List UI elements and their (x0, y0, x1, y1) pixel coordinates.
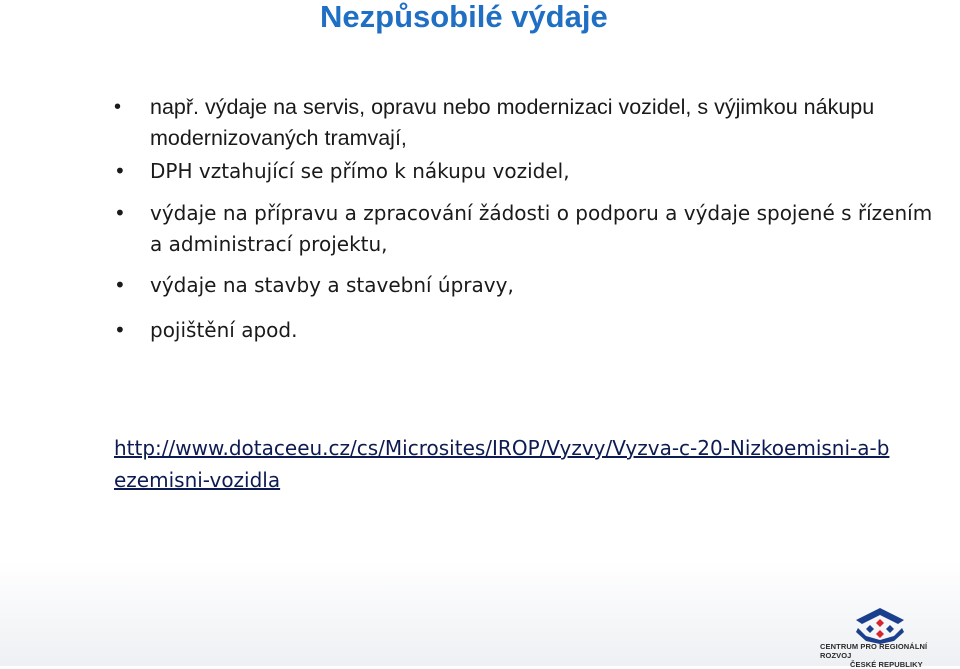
bullet-list (114, 92, 934, 346)
bullet-icon: • (114, 159, 126, 183)
bullet-icon: • (114, 201, 126, 225)
crr-logo-icon (820, 606, 960, 644)
logo-line-2: ČESKÉ REPUBLIKY (850, 660, 923, 669)
list-item (114, 156, 934, 187)
logo-line-1: CENTRUM PRO REGIONÁLNÍ ROZVOJ (820, 642, 928, 660)
crr-logo-text (820, 642, 960, 669)
bullet-text: např. výdaje na servis, opravu nebo modernizaci vozidel, s výjimkou nákupu modernizovaných tramvají, (150, 95, 875, 150)
slide-title: Nezpůsobilé výdaje (320, 0, 608, 34)
call-link[interactable]: http://www.dotaceeu.cz/cs/Microsites/IROP/Vyzvy/Vyzva-c-20-Nizkoemisni-a-bezemisni-vozidla (114, 436, 890, 492)
crr-logo (820, 606, 960, 669)
bullet-text: výdaje na stavby a stavební úpravy, (150, 273, 514, 297)
bullet-icon: • (114, 273, 126, 297)
bullet-text: pojištění apod. (150, 318, 298, 342)
footer-gradient (0, 560, 960, 666)
list-item (114, 270, 934, 301)
bullet-text: výdaje na přípravu a zpracování žádosti o podporu a výdaje spojené s řízením a administrací projektu, (150, 201, 933, 256)
bullet-icon: • (114, 318, 126, 342)
bullet-text: DPH vztahující se přímo k nákupu vozidel, (150, 159, 570, 183)
list-item (114, 92, 934, 154)
list-item (114, 315, 934, 346)
bullet-icon: • (114, 96, 122, 118)
list-item (114, 198, 934, 260)
